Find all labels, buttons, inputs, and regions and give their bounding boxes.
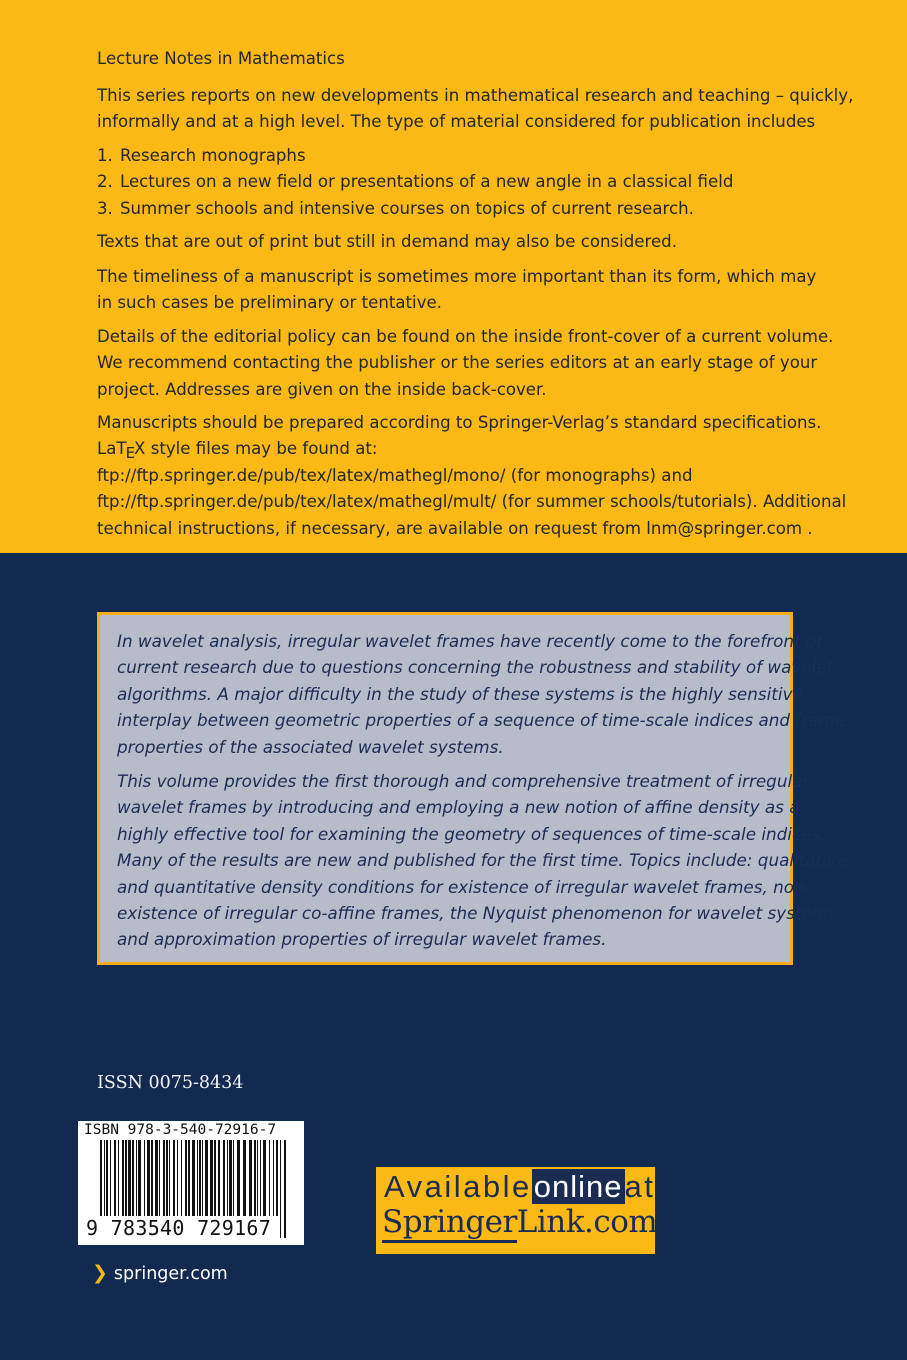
latex-logo-x: X — [134, 439, 146, 459]
barcode-bar — [122, 1140, 124, 1216]
intro-line: informally and at a high level. The type of material considered for publication includes — [97, 112, 816, 132]
available-online-badge — [376, 1167, 658, 1254]
barcode-bar — [188, 1140, 190, 1216]
barcode-bar — [144, 1140, 145, 1216]
barcode-bar — [243, 1140, 246, 1216]
material-list — [97, 143, 877, 222]
ftp-link-mono: ftp://ftp.springer.de/pub/tex/latex/mathegl/mono/ (for monographs) and — [97, 465, 693, 485]
list-number: 2. — [97, 172, 113, 192]
barcode-bar — [159, 1140, 160, 1216]
barcode-bar — [273, 1140, 274, 1216]
abstract-paragraph — [117, 768, 848, 953]
barcode-bar — [147, 1140, 150, 1216]
timeliness-line: The timeliness of a manuscript is sometimes more important than its form, which may — [97, 267, 817, 286]
barcode-bar — [284, 1140, 286, 1238]
link-word: Link.com — [516, 1204, 658, 1240]
series-title: Lecture Notes in Mathematics — [97, 49, 345, 68]
barcode-bar — [263, 1140, 266, 1216]
barcode-bar — [254, 1140, 256, 1216]
abstract-line: highly effective tool for examining the geometry of sequences of time-scale indices. — [117, 823, 826, 844]
list-item — [97, 143, 877, 169]
barcode-bar — [197, 1140, 198, 1216]
chevron-right-icon: ❯ — [92, 1262, 108, 1284]
ean-digits — [85, 1216, 272, 1240]
timeliness-note — [97, 264, 877, 317]
barcode-bar — [237, 1140, 240, 1216]
abstract-line: Many of the results are new and published for the first time. Topics include: qualitative — [117, 850, 848, 871]
barcode-bar — [269, 1140, 270, 1216]
timeliness-line: in such cases be preliminary or tentative. — [97, 293, 442, 313]
abstract-line: wavelet frames by introducing and employing a new notion of affine density as a — [117, 797, 800, 818]
list-text: Research monographs — [120, 146, 306, 165]
barcode-bar — [257, 1140, 258, 1216]
springer-word: Springer — [382, 1204, 517, 1243]
ean-digits-text: 9 783540 729167 — [86, 1216, 272, 1240]
manuscript-line: technical instructions, if necessary, are available on request from lnm@springer.com . — [97, 518, 813, 538]
barcode-bar — [202, 1140, 203, 1216]
barcode-bar — [227, 1140, 228, 1216]
list-number: 3. — [97, 198, 113, 218]
barcode-bar — [185, 1140, 187, 1216]
editorial-line: We recommend contacting the publisher or the series editors at an early stage of your — [97, 353, 818, 373]
barcode-bar — [199, 1140, 201, 1216]
barcode-bar — [229, 1140, 232, 1216]
book-abstract — [97, 612, 848, 965]
springer-website-link[interactable] — [92, 1262, 228, 1284]
barcode-bar — [276, 1140, 278, 1216]
isbn-barcode — [78, 1121, 304, 1245]
barcode-bar — [166, 1140, 168, 1216]
editorial-line: Details of the editorial policy can be found on the inside front-cover of a current volume. — [97, 327, 834, 346]
abstract-line: interplay between geometric properties of a sequence of time-scale indices and frame — [117, 710, 846, 731]
abstract-line: properties of the associated wavelet systems. — [117, 736, 504, 757]
barcode-bar — [128, 1140, 131, 1216]
barcode-bar — [136, 1140, 137, 1216]
barcode-bar — [218, 1140, 220, 1216]
latex-logo-e: E — [125, 444, 136, 463]
manuscript-instructions — [97, 410, 877, 542]
barcode-bar — [155, 1140, 158, 1216]
intro-line: This series reports on new developments in mathematical research and teaching – quickly, — [97, 86, 854, 105]
editorial-policy-note — [97, 324, 877, 403]
barcode-bar — [163, 1140, 165, 1216]
barcode-bar — [214, 1140, 216, 1216]
barcode-bar — [106, 1140, 108, 1216]
barcode-bar — [132, 1140, 134, 1216]
barcode-bar — [233, 1140, 234, 1216]
manuscript-line: Manuscripts should be prepared according to Springer-Verlag’s standard specifications. — [97, 413, 822, 432]
abstract-line: existence of irregular co-affine frames, the Nyquist phenomenon for wavelet systems, — [117, 903, 843, 924]
abstract-line: In wavelet analysis, irregular wavelet frames have recently come to the forefront of — [117, 631, 823, 651]
barcode-bar — [205, 1140, 208, 1216]
issn-number: ISSN 0075-8434 — [97, 1073, 244, 1093]
abstract-line: algorithms. A major difficulty in the study of these systems is the highly sensitive — [117, 683, 803, 704]
barcode-bar — [114, 1140, 116, 1216]
available-word: Available — [384, 1169, 532, 1204]
barcode-bar — [110, 1140, 111, 1216]
out-of-print-note: Texts that are out of print but still in demand may also be considered. — [97, 232, 677, 251]
barcode-bar — [151, 1140, 153, 1216]
series-info-panel — [0, 0, 907, 553]
isbn-text: ISBN 978-3-540-72916-7 — [84, 1122, 277, 1138]
latex-logo-t: T — [116, 439, 127, 459]
latex-logo-la: La — [97, 439, 117, 459]
list-text: Summer schools and intensive courses on topics of current research. — [120, 198, 694, 218]
abstract-line: and quantitative density conditions for existence of irregular wavelet frames, non- — [117, 876, 811, 897]
springerlink-logo — [382, 1204, 657, 1240]
abstract-paragraph — [117, 628, 846, 760]
barcode-bar — [169, 1140, 170, 1216]
abstract-line: This volume provides the first thorough and comprehensive treatment of irregular — [117, 771, 810, 792]
springer-website-text: springer.com — [113, 1264, 228, 1284]
abstract-line: current research due to questions concerning the robustness and stability of wavelet — [117, 657, 834, 678]
list-text: Lectures on a new field or presentations of a new angle in a classical field — [120, 172, 734, 192]
ftp-link-mult: ftp://ftp.springer.de/pub/tex/latex/mathegl/mult/ (for summer schools/tutorials). Additional — [97, 492, 847, 512]
abstract-line: and approximation properties of irregular wavelet frames. — [117, 929, 607, 950]
barcode-bar — [249, 1140, 252, 1216]
barcode-bar — [118, 1140, 119, 1216]
online-word: online — [533, 1169, 623, 1204]
barcode-bar — [210, 1140, 213, 1216]
barcode-bar — [223, 1140, 225, 1216]
barcode-bar — [125, 1140, 127, 1216]
barcode-bar — [260, 1140, 261, 1216]
list-number: 1. — [97, 146, 113, 165]
barcode-bar — [138, 1140, 141, 1216]
barcode-bar — [280, 1140, 281, 1238]
list-item — [97, 196, 877, 222]
latex-line-text: style files may be found at: — [145, 439, 378, 459]
series-intro — [97, 83, 877, 136]
available-online-line — [384, 1169, 655, 1205]
list-item — [97, 169, 877, 195]
barcode-bar — [173, 1140, 175, 1216]
barcode-bar — [181, 1140, 182, 1216]
latex-line — [97, 436, 877, 462]
barcode-bar — [177, 1140, 178, 1216]
at-word: at — [624, 1169, 656, 1204]
editorial-line: project. Addresses are given on the inside back-cover. — [97, 379, 547, 399]
